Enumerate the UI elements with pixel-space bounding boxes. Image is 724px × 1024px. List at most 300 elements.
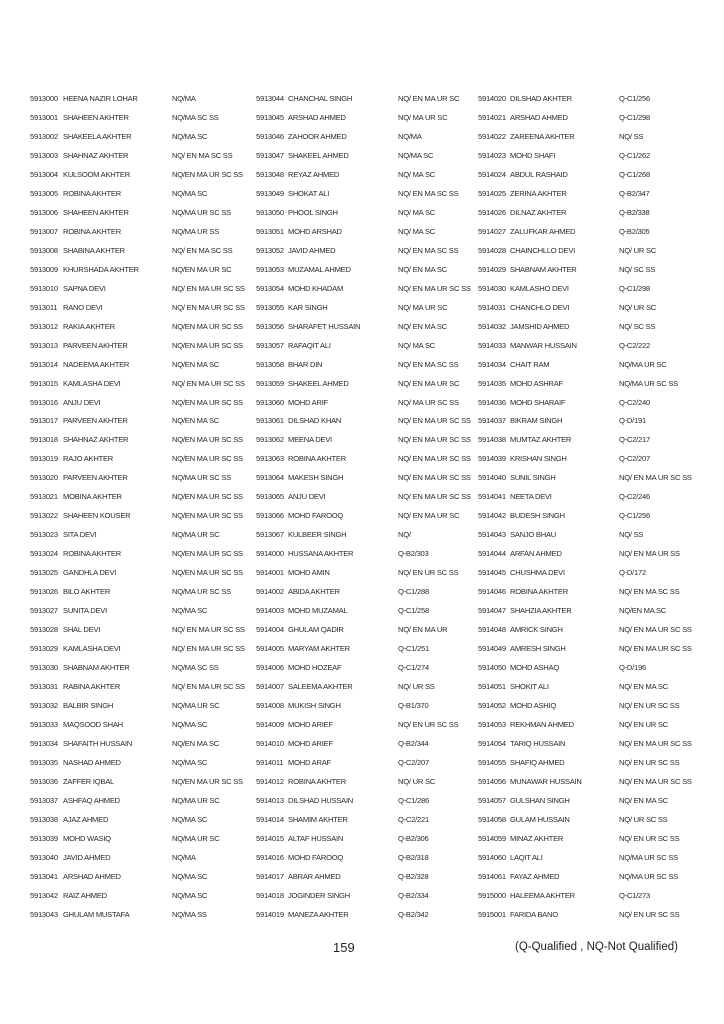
candidate-name: KULSOOM AKHTER: [63, 169, 130, 179]
roll-number: 5914035: [478, 378, 506, 388]
candidate-name: MOHD ASHAQ: [510, 663, 559, 673]
candidate-name: ZALUFKAR AHMED: [510, 226, 576, 236]
roll-number: 5913052: [256, 245, 284, 255]
roll-number: 5914060: [478, 852, 506, 862]
roll-number: 5914017: [256, 871, 284, 881]
result: NQ/ EN MA UR SC SS: [398, 492, 471, 502]
roll-number: 5914036: [478, 397, 506, 407]
result: NQ/EN MA UR SC SS: [172, 511, 243, 521]
result: Q-C2/246: [619, 492, 650, 502]
result: NQ/MA SC: [172, 890, 208, 900]
result: NQ/MA UR SC SS: [619, 378, 678, 388]
result: NQ/ MA SC: [398, 226, 435, 236]
result: Q-C2/240: [619, 397, 650, 407]
roll-number: 5913017: [30, 416, 58, 426]
roll-number: 5914027: [478, 226, 506, 236]
result: NQ/ UR SC SS: [619, 814, 668, 824]
roll-number: 5913023: [30, 530, 58, 540]
result: NQ/MA SC SS: [172, 663, 219, 673]
roll-number: 5914047: [478, 606, 506, 616]
candidate-name: ROBINA AKHTER: [510, 587, 568, 597]
roll-number: 5914020: [478, 94, 506, 103]
result: NQ/ EN MA UR SC SS: [172, 378, 245, 388]
candidate-name: BIKRAM SINGH: [510, 416, 563, 426]
roll-number: 5914023: [478, 150, 506, 160]
candidate-name: JAVID AHMED: [288, 245, 336, 255]
roll-number: 5913016: [30, 397, 58, 407]
candidate-name: MUZAMAL AHMED: [288, 264, 351, 274]
result: Q-C2/217: [619, 435, 650, 445]
result: NQ/MA SC: [172, 757, 208, 767]
result: NQ/MA SC: [172, 871, 208, 881]
result: NQ/ EN MA UR SS: [619, 549, 680, 559]
candidate-name: REYAZ AHMED: [288, 169, 340, 179]
result: NQ/ EN MA UR SC SS: [398, 435, 471, 445]
candidate-name: ASHFAQ AHMED: [63, 795, 120, 805]
result: NQ/EN MA UR SC SS: [172, 397, 243, 407]
roll-number: 5914010: [256, 738, 284, 748]
result: Q-D/172: [619, 568, 646, 578]
candidate-name: ROBINA AKHTER: [63, 549, 121, 559]
result: Q-C2/207: [398, 757, 429, 767]
result: NQ/ EN MA UR SC SS: [172, 682, 245, 692]
candidate-name: ROBINA AKHTER: [63, 188, 121, 198]
result: NQ/ EN MA UR SC SS: [619, 644, 692, 654]
result: NQ/ MA SC: [398, 340, 435, 350]
candidate-name: SHAHZIA AKHTER: [510, 606, 572, 616]
roll-number: 5913050: [256, 207, 284, 217]
result: NQ/MA SC: [398, 150, 434, 160]
roll-number: 5913040: [30, 852, 58, 862]
result: NQ/EN MA UR SC SS: [172, 568, 243, 578]
candidate-name: GULAM HUSSAIN: [510, 814, 570, 824]
roll-number: 5914059: [478, 833, 506, 843]
result: NQ/ EN MA UR SC SS: [619, 625, 692, 635]
result: NQ/ EN MA UR SC SS: [172, 302, 245, 312]
candidate-name: DILSHAD HUSSAIN: [288, 795, 354, 805]
roll-number: 5914038: [478, 435, 506, 445]
result: NQ/MA: [398, 131, 422, 141]
roll-number: 5914050: [478, 663, 506, 673]
candidate-name: HUSSANA AKHTER: [288, 549, 354, 559]
roll-number: 5913035: [30, 757, 58, 767]
result: NQ/EN MA SC: [619, 606, 667, 616]
roll-number: 5914028: [478, 245, 506, 255]
candidate-name: MINAZ AKHTER: [510, 833, 564, 843]
result: NQ/EN MA SC: [172, 359, 220, 369]
candidate-name: ANJU DEVI: [288, 492, 326, 502]
roll-number: 5914016: [256, 852, 284, 862]
result: NQ/ EN MA UR SC SS: [619, 738, 692, 748]
result: NQ/EN MA UR SC SS: [172, 169, 243, 179]
roll-number: 5913066: [256, 511, 284, 521]
result: Q-B2/318: [398, 852, 429, 862]
result: NQ/ EN MA UR: [398, 625, 448, 635]
roll-number: 5913048: [256, 169, 284, 179]
roll-number: 5913015: [30, 378, 58, 388]
candidate-name: ZAFFER IQBAL: [63, 776, 115, 786]
candidate-name: CHAIT RAM: [510, 359, 550, 369]
candidate-name: ROBINA AKHTER: [288, 454, 346, 464]
result: NQ/ MA SC: [398, 169, 435, 179]
roll-number: 5913027: [30, 606, 58, 616]
result: NQ/EN MA UR SC SS: [172, 776, 243, 786]
roll-number: 5913009: [30, 264, 58, 274]
candidate-name: MOHD FAROOQ: [288, 852, 344, 862]
roll-number: 5914018: [256, 890, 284, 900]
roll-number: 5914032: [478, 321, 506, 331]
result: NQ/MA UR SC SS: [172, 207, 231, 217]
candidate-name: MOHD KHADAM: [288, 283, 344, 293]
roll-number: 5914011: [256, 757, 284, 767]
roll-number: 5914052: [478, 701, 506, 710]
result: NQ/MA UR SC: [172, 795, 220, 805]
result: NQ/ EN MA UR SC SS: [172, 644, 245, 654]
candidate-name: MOHD ASHIQ: [510, 701, 557, 710]
roll-number: 5914057: [478, 795, 506, 805]
candidate-name: MOHD WASIQ: [63, 833, 111, 843]
roll-number: 5914054: [478, 738, 506, 748]
result: NQ/ EN MA SC: [619, 795, 668, 805]
roll-number: 5913021: [30, 492, 58, 502]
candidate-name: JOGINDER SINGH: [288, 890, 350, 900]
roll-number: 5913013: [30, 340, 58, 350]
candidate-name: ARFAN AHMED: [510, 549, 562, 559]
candidate-name: AMRESH SINGH: [510, 644, 566, 654]
roll-number: 5914001: [256, 568, 284, 578]
candidate-name: ARSHAD AHMED: [510, 112, 568, 122]
candidate-name: SHABINA AKHTER: [63, 245, 125, 255]
result: NQ/ EN MA SC: [398, 264, 447, 274]
candidate-name: MOHD ARAF: [288, 757, 331, 767]
roll-number: 5914014: [256, 814, 284, 824]
candidate-name: BUDESH SINGH: [510, 511, 565, 521]
result: NQ/ EN MA UR SC: [398, 378, 460, 388]
result: NQ/ SC SS: [619, 321, 656, 331]
result: NQ/ SS: [619, 530, 644, 540]
candidate-name: MOHD FAROOQ: [288, 511, 344, 521]
roll-number: 5914055: [478, 757, 506, 767]
result: NQ/MA SC: [172, 188, 208, 198]
roll-number: 5914006: [256, 663, 284, 673]
legend-note: (Q-Qualified , NQ-Not Qualified): [515, 941, 678, 953]
candidate-name: MAKESH SINGH: [288, 473, 344, 483]
candidate-name: DILNAZ AKHTER: [510, 207, 567, 217]
candidate-name: MOHD AMIN: [288, 568, 330, 578]
candidate-name: KAR SINGH: [288, 302, 328, 312]
candidate-name: SITA DEVI: [63, 530, 97, 540]
roll-number: 5913011: [30, 302, 58, 312]
candidate-name: RAJO AKHTER: [63, 454, 113, 464]
result: Q-B2/334: [398, 890, 429, 900]
candidate-name: NEETA DEVI: [510, 492, 552, 502]
roll-number: 5913049: [256, 188, 284, 198]
result: NQ/MA UR SS: [172, 226, 220, 236]
roll-number: 5914033: [478, 340, 506, 350]
candidate-name: ROBINA AKHTER: [63, 226, 121, 236]
roll-number: 5914030: [478, 283, 506, 293]
result: NQ/EN MA UR SC SS: [172, 340, 243, 350]
result: NQ/ MA UR SC: [398, 112, 448, 122]
candidate-name: MOHD MUZAMAL: [288, 606, 348, 616]
roll-number: 5913044: [256, 94, 284, 103]
candidate-name: DILSHAD AKHTER: [510, 94, 572, 103]
roll-number: 5913008: [30, 245, 58, 255]
candidate-name: MOHD ARSHAD: [288, 226, 342, 236]
candidate-name: SHAHNAZ AKHTER: [63, 150, 129, 160]
candidate-name: CHAINCHLLO DEVI: [510, 245, 576, 255]
result: Q-C2/222: [619, 340, 650, 350]
candidate-name: DILSHAD KHAN: [288, 416, 342, 426]
result: NQ/MA SC: [172, 814, 208, 824]
candidate-name: ABIDA AKHTER: [288, 587, 340, 597]
candidate-name: SHAL DEVI: [63, 625, 101, 635]
roll-number: 5913042: [30, 890, 58, 900]
roll-number: 5914048: [478, 625, 506, 635]
candidate-name: CHUSHMA DEVI: [510, 568, 565, 578]
candidate-name: ARSHAD AHMED: [288, 112, 346, 122]
result: NQ/ SC SS: [619, 264, 656, 274]
roll-number: 5913051: [256, 226, 284, 236]
roll-number: 5913024: [30, 549, 58, 559]
candidate-name: KRISHAN SINGH: [510, 454, 567, 464]
roll-number: 5914029: [478, 264, 506, 274]
candidate-name: PARVEEN AKHTER: [63, 340, 128, 350]
candidate-name: ROBINA AKHTER: [288, 776, 346, 786]
candidate-name: ALTAF HUSSAIN: [288, 833, 344, 843]
roll-number: 5913019: [30, 454, 58, 464]
roll-number: 5913058: [256, 359, 284, 369]
candidate-name: MEENA DEVI: [288, 435, 332, 445]
candidate-name: CHANCHLO DEVI: [510, 302, 570, 312]
result: NQ/ EN MA SC SS: [172, 150, 233, 160]
candidate-name: JAVID AHMED: [63, 852, 111, 862]
candidate-name: MOHD HOZEAF: [288, 663, 342, 673]
candidate-name: MOHD ARIEF: [288, 719, 333, 729]
result: NQ/ EN MA UR SC SS: [398, 454, 471, 464]
roll-number: 5913012: [30, 321, 58, 331]
roll-number: 5914034: [478, 359, 506, 369]
roll-number: 5914013: [256, 795, 284, 805]
candidate-name: FAYAZ AHMED: [510, 871, 560, 881]
roll-number: 5913033: [30, 719, 58, 729]
result: NQ/MA UR SC: [619, 359, 667, 369]
roll-number: 5913001: [30, 112, 58, 122]
roll-number: 5913063: [256, 454, 284, 464]
result: NQ/MA UR SC SS: [172, 473, 231, 483]
result: NQ/ EN MA UR SC SS: [172, 625, 245, 635]
roll-number: 5914024: [478, 169, 506, 179]
candidate-name: PHOOL SINGH: [288, 207, 338, 217]
candidate-name: RABINA AKHTER: [63, 682, 121, 692]
roll-number: 5913036: [30, 776, 58, 786]
roll-number: 5914053: [478, 719, 506, 729]
candidate-name: AMRICK SINGH: [510, 625, 563, 635]
roll-number: 5914045: [478, 568, 506, 578]
roll-number: 5913034: [30, 738, 58, 748]
result: NQ/EN MA UR SC SS: [172, 492, 243, 502]
candidate-name: CHANCHAL SINGH: [288, 94, 353, 103]
candidate-name: PARVEEN AKHTER: [63, 473, 128, 483]
result: NQ/ EN UR SC SS: [619, 909, 680, 919]
result: NQ/ EN MA UR SC SS: [619, 776, 692, 786]
roll-number: 5913007: [30, 226, 58, 236]
roll-number: 5913025: [30, 568, 58, 578]
roll-number: 5914008: [256, 701, 284, 710]
result: NQ/ EN MA UR SC SS: [619, 473, 692, 483]
candidate-name: KHURSHADA AKHTER: [63, 264, 139, 274]
roll-number: 5913057: [256, 340, 284, 350]
candidate-name: HALEEMA AKHTER: [510, 890, 575, 900]
result: Q-D/191: [619, 416, 646, 426]
roll-number: 5914043: [478, 530, 506, 540]
candidate-name: JAMSHID AHMED: [510, 321, 570, 331]
roll-number: 5914012: [256, 776, 284, 786]
candidate-name: SANJO BHAU: [510, 530, 557, 540]
candidate-name: SHARAFET HUSSAIN: [288, 321, 361, 331]
candidate-name: SHAHEEN AKHTER: [63, 207, 129, 217]
roll-number: 5914005: [256, 644, 284, 654]
candidate-name: LAQIT ALI: [510, 852, 543, 862]
result: NQ/ EN MA UR SC SS: [398, 283, 471, 293]
candidate-name: SHAHNAZ AKHTER: [63, 435, 129, 445]
candidate-name: TARIQ HUSSAIN: [510, 738, 566, 748]
candidate-name: ZAREENA AKHTER: [510, 131, 575, 141]
result: NQ/ UR SC: [398, 776, 435, 786]
roll-number: 5913059: [256, 378, 284, 388]
candidate-name: ABDUL RASHAID: [510, 169, 568, 179]
result: NQ/ UR SC: [619, 245, 656, 255]
result: Q-C1/256: [619, 511, 650, 521]
candidate-name: ARSHAD AHMED: [63, 871, 121, 881]
result: Q-C1/268: [619, 169, 650, 179]
roll-number: 5913043: [30, 909, 58, 919]
candidate-name: REKHMAN AHMED: [510, 719, 574, 729]
roll-number: 5913014: [30, 359, 58, 369]
roll-number: 5913037: [30, 795, 58, 805]
result: NQ/ EN MA SC: [619, 682, 668, 692]
candidate-name: MUMTAZ AKHTER: [510, 435, 572, 445]
result: NQ/ EN UR SC SS: [398, 568, 459, 578]
result: NQ/ EN MA UR SC SS: [398, 473, 471, 483]
result: NQ/ EN UR SC SS: [619, 757, 680, 767]
result: Q-D/196: [619, 663, 646, 673]
roll-number: 5913041: [30, 871, 58, 881]
result: NQ/MA SS: [172, 909, 207, 919]
roll-number: 5913030: [30, 663, 58, 673]
result: NQ/MA SC: [172, 131, 208, 141]
result: NQ/MA SC SS: [172, 112, 219, 122]
candidate-name: BALBIR SINGH: [63, 701, 114, 710]
result: NQ/EN MA UR SC SS: [172, 321, 243, 331]
result: NQ/MA UR SC SS: [619, 871, 678, 881]
candidate-name: RAIZ AHMED: [63, 890, 107, 900]
candidate-name: KAMLASHA DEVI: [63, 378, 121, 388]
roll-number: 5914056: [478, 776, 506, 786]
roll-number: 5913000: [30, 94, 58, 103]
roll-number: 5914019: [256, 909, 284, 919]
candidate-name: ANJU DEVI: [63, 397, 101, 407]
candidate-name: SAPNA DEVI: [63, 283, 106, 293]
roll-number: 5914003: [256, 606, 284, 616]
result: Q-C1/286: [398, 795, 429, 805]
result: Q-B2/306: [398, 833, 429, 843]
roll-number: 5913067: [256, 530, 284, 540]
roll-number: 5913039: [30, 833, 58, 843]
roll-number: 5914044: [478, 549, 506, 559]
candidate-name: NADEEMA AKHTER: [63, 359, 130, 369]
result: NQ/ EN UR SC: [619, 719, 668, 729]
roll-number: 5913064: [256, 473, 284, 483]
roll-number: 5913006: [30, 207, 58, 217]
roll-number: 5913061: [256, 416, 284, 426]
roll-number: 5914049: [478, 644, 506, 654]
roll-number: 5913002: [30, 131, 58, 141]
result: NQ/MA: [172, 852, 196, 862]
candidate-name: MOHD ARIF: [288, 397, 328, 407]
result: Q-B2/305: [619, 226, 650, 236]
roll-number: 5914021: [478, 112, 506, 122]
roll-number: 5913020: [30, 473, 58, 483]
roll-number: 5913056: [256, 321, 284, 331]
roll-number: 5913046: [256, 131, 284, 141]
roll-number: 5913060: [256, 397, 284, 407]
candidate-name: MUNAWAR HUSSAIN: [510, 776, 582, 786]
candidate-name: SALEEMA AKHTER: [288, 682, 353, 692]
result: Q-C1/258: [398, 606, 429, 616]
result: NQ/MA: [172, 94, 196, 103]
result: NQ/ EN MA SC SS: [619, 587, 680, 597]
candidate-name: MARYAM AKHTER: [288, 644, 350, 654]
roll-number: 5915000: [478, 890, 506, 900]
candidate-name: RAFAQIT ALI: [288, 340, 331, 350]
roll-number: 5914025: [478, 188, 506, 198]
result: NQ/: [398, 530, 411, 540]
roll-number: 5913022: [30, 511, 58, 521]
roll-number: 5913054: [256, 283, 284, 293]
candidate-name: RAKIA AKHTER: [63, 321, 115, 331]
roll-number: 5913010: [30, 283, 58, 293]
candidate-name: MOHD SHAFI: [510, 150, 556, 160]
page-number: 159: [333, 940, 355, 955]
candidate-name: AJAZ AHMED: [63, 814, 109, 824]
candidate-name: SHAKEEL AHMED: [288, 150, 349, 160]
result: NQ/MA UR SC: [172, 833, 220, 843]
result: NQ/MA SC: [172, 719, 208, 729]
candidate-name: RANO DEVI: [63, 302, 103, 312]
candidate-name: KAMLASHA DEVI: [63, 644, 121, 654]
result: NQ/EN MA UR SC SS: [172, 435, 243, 445]
roll-number: 5914026: [478, 207, 506, 217]
candidate-name: MAQSOOD SHAH: [63, 719, 123, 729]
roll-number: 5913026: [30, 587, 58, 597]
roll-number: 5914009: [256, 719, 284, 729]
roll-number: 5913055: [256, 302, 284, 312]
candidate-name: SHAFIQ AHMED: [510, 757, 565, 767]
candidate-name: ABRAR AHMED: [288, 871, 341, 881]
result: NQ/ MA UR SC SS: [398, 397, 459, 407]
candidate-name: MOHD SHARAIF: [510, 397, 566, 407]
result: Q-B2/328: [398, 871, 429, 881]
result: NQ/ EN MA UR SC: [398, 511, 460, 521]
roll-number: 5914040: [478, 473, 506, 483]
candidate-name: SHAMIM AKHTER: [288, 814, 348, 824]
result: NQ/MA UR SC SS: [619, 852, 678, 862]
result: Q-C1/256: [619, 94, 650, 103]
result: NQ/ SS: [619, 131, 644, 141]
candidate-name: KAMLASHO DEVI: [510, 283, 569, 293]
result: NQ/ EN MA UR SC: [398, 94, 460, 103]
